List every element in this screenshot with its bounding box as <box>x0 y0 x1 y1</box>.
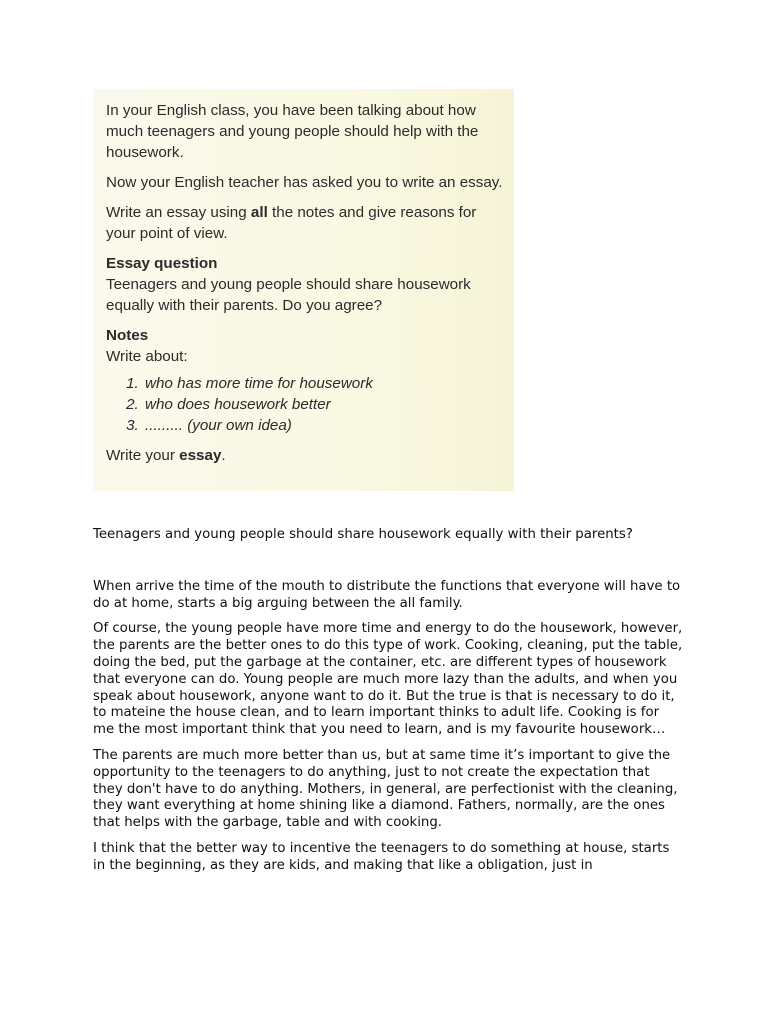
task-closing-emphasis: essay <box>179 447 222 464</box>
task-instruction-end: the notes and give reasons for your point of view. <box>106 204 477 242</box>
essay-title: Teenagers and young people should share housework equally with their parents? <box>93 527 633 542</box>
task-instruction-start: Write an essay using <box>106 204 251 221</box>
task-closing-start: Write your <box>106 447 180 464</box>
essay-paragraph: When arrive the time of the mouth to distribute the functions that everyone will have to do at home, starts a big arguing between the all family. <box>93 578 681 611</box>
task-instruction-emphasis: all <box>250 204 268 221</box>
essay-question-heading: Essay question <box>106 255 218 272</box>
note-item: 3. ......... (your own idea) <box>143 415 506 436</box>
task-closing-end: . <box>221 447 226 464</box>
essay-task-image <box>93 89 514 491</box>
note-item: 2. who does housework better <box>143 394 506 415</box>
task-instruction <box>106 202 506 244</box>
essay-paragraph: The parents are much more better than us, but at same time it’s important to give the opportunity to the teenagers to do anything, just to not create the expectation that they don't have to do anything. Mothers, in general, are perfectionist with the cleaning, they want everything at home shining like a diamond. Fathers, normally, are the ones that helps with the garbage, table and with cooking. <box>93 747 678 831</box>
notes-list <box>106 373 506 436</box>
essay-paragraph: Of course, the young people have more time and energy to do the housework, however, the parents are the better ones to do this type of work. Cooking, cleaning, put the table, doing the bed, put the garbage at the container, etc. are different types of housework that everyone can do. Young people are much more lazy than the adults, and when you speak about housework, anyone want to do it. But the true is that is necessary to do it, to mateine the house clean, and to learn important thinks to adult life. Cooking is for me the most important think that you need to learn, and is my favourite housework… <box>93 621 683 738</box>
notes-heading: Notes <box>106 327 149 344</box>
essay-question-text: Teenagers and young people should share housework equally with their parents. Do you agree? <box>106 276 471 314</box>
task-intro: In your English class, you have been talking about how much teenagers and young people should help with the housework. <box>106 102 479 161</box>
task-teacher-request: Now your English teacher has asked you to write an essay. <box>106 174 503 191</box>
essay-body <box>93 527 683 884</box>
notes-intro: Write about: <box>106 348 188 365</box>
task-closing <box>106 445 506 466</box>
essay-paragraph: I think that the better way to incentive the teenagers to do something at house, starts in the beginning, as they are kids, and making that like a obligation, just in <box>93 840 670 873</box>
note-item: 1. who has more time for housework <box>143 373 506 394</box>
